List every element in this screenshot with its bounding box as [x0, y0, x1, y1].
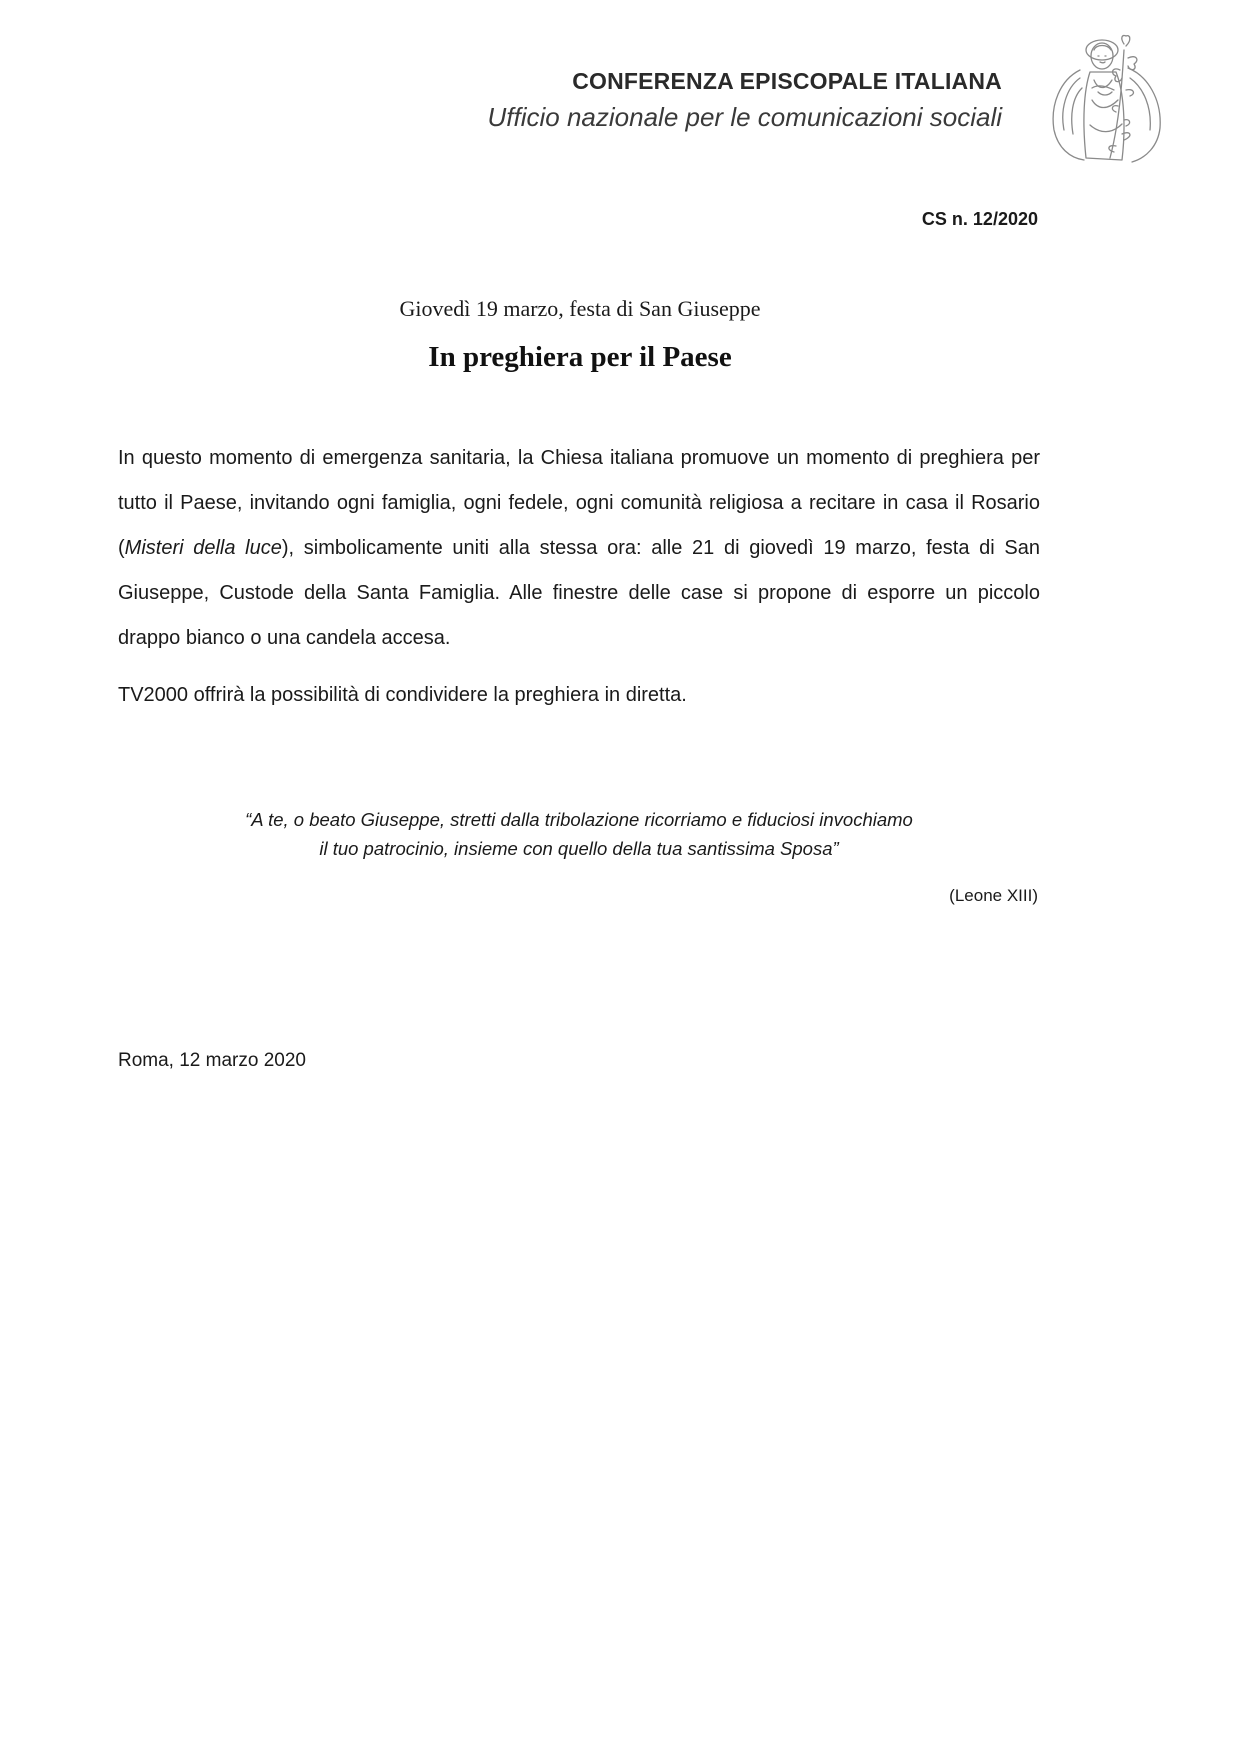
organization-block: [488, 68, 1002, 133]
paragraph-1-part-b: ), simbolicamente uniti alla stessa ora: alle 21 di giovedì 19 marzo, festa di San Giuseppe, Custode della Santa Famiglia. Alle finestre delle case si propone di esporre un piccolo drappo bianco o una candela accesa.: [118, 537, 1040, 649]
quote: [118, 805, 1040, 863]
document-title: In preghiera per il Paese: [428, 341, 732, 373]
organization-name: CONFERENZA EPISCOPALE ITALIANA: [572, 68, 1002, 94]
paragraph-1-italic: Misteri della luce: [124, 537, 282, 559]
paragraph-1: [118, 436, 1040, 661]
press-release-number: CS n. 12/2020: [921, 209, 1038, 229]
quote-author: (Leone XIII): [949, 886, 1038, 905]
angel-with-lily-icon: [1040, 30, 1170, 165]
letterhead: [0, 0, 1240, 180]
place-date: Roma, 12 marzo 2020: [118, 1050, 306, 1071]
event-subtitle: Giovedì 19 marzo, festa di San Giuseppe: [399, 296, 761, 321]
quote-line-1: “A te, o beato Giuseppe, stretti dalla tribolazione ricorriamo e fiduciosi invochiamo: [245, 809, 913, 830]
paragraph-2: TV2000 offrirà la possibilità di condividere la preghiera in diretta.: [118, 684, 687, 706]
body-text: [118, 436, 1040, 718]
paragraph-1-part-a: In questo momento di emergenza sanitaria, la Chiesa italiana promuove un momento di preghiera per tutto il Paese, invitando ogni famiglia, ogni fedele, ogni comunità religiosa a recitare in casa il Rosario (: [118, 447, 1040, 559]
office-name: Ufficio nazionale per le comunicazioni sociali: [487, 101, 1002, 132]
quote-line-2: il tuo patrocinio, insieme con quello della tua santissima Sposa”: [319, 838, 839, 859]
